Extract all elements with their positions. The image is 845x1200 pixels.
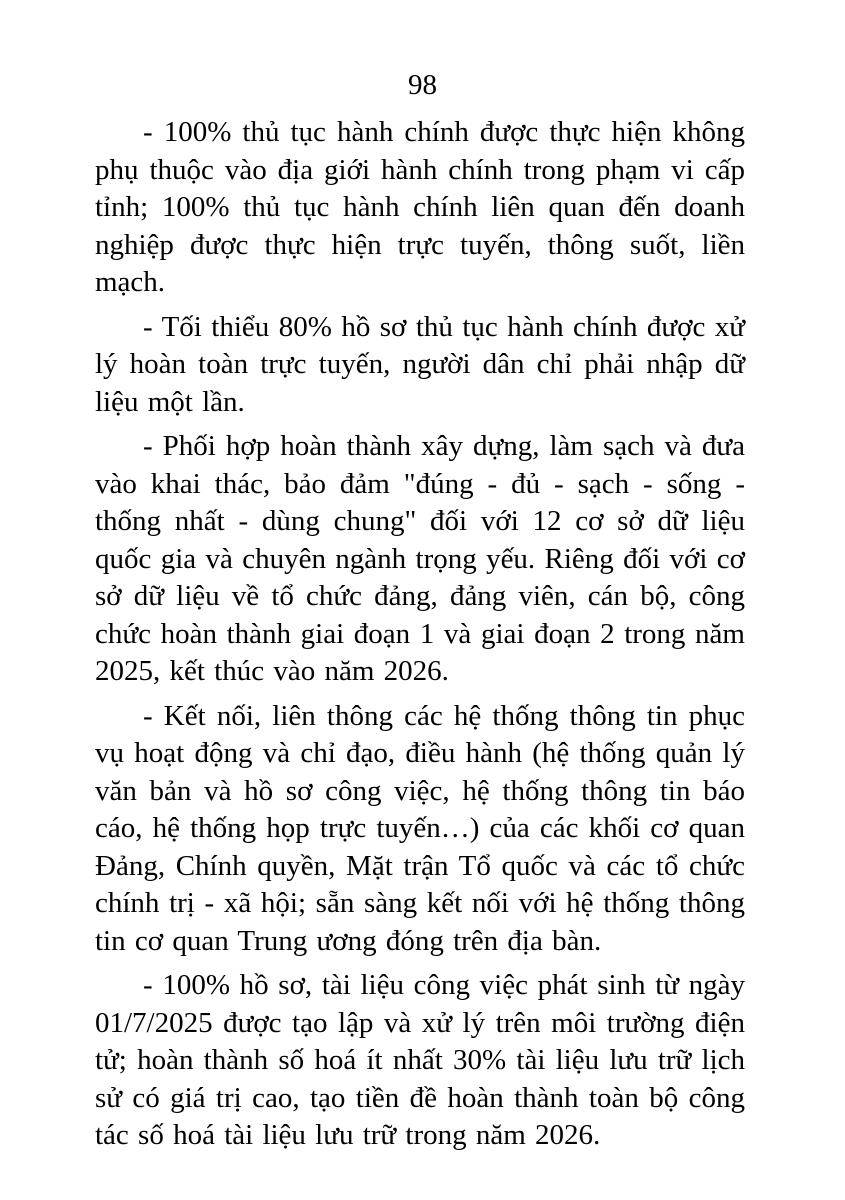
paragraph: - 100% thủ tục hành chính được thực hiện không phụ thuộc vào địa giới hành chính trong phạm vi cấp tỉnh; 100% thủ tục hành chính liên quan đến doanh nghiệp được thực hiện trực tuyến, thông suốt, liền mạch. [95, 116, 745, 298]
paragraph: - Kết nối, liên thông các hệ thống thông tin phục vụ hoạt động và chỉ đạo, điều hành (hệ thống quản lý văn bản và hồ sơ công việc, hệ thống thông tin báo cáo, hệ thống họp trực tuyến…) của các khối cơ quan Đảng, Chính quyền, Mặt trận Tổ quốc và các tổ chức chính trị - xã hội; sẵn sàng kết nối với hệ thống thông tin cơ quan Trung ương đóng trên địa bàn. [95, 699, 745, 957]
paragraph: - 100% hồ sơ, tài liệu công việc phát sinh từ ngày 01/7/2025 được tạo lập và xử lý trên môi trường điện tử; hoàn thành số hoá ít nhất 30% tài liệu lưu trữ lịch sử có giá trị cao, tạo tiền đề hoàn thành toàn bộ công tác số hoá tài liệu lưu trữ trong năm 2026. [95, 969, 745, 1151]
paragraph: - Tối thiểu 80% hồ sơ thủ tục hành chính được xử lý hoàn toàn trực tuyến, người dân chỉ phải nhập dữ liệu một lần. [95, 310, 745, 418]
paragraph: - Phối hợp hoàn thành xây dựng, làm sạch và đưa vào khai thác, bảo đảm "đúng - đủ - sạch - sống - thống nhất - dùng chung" đối với 12 cơ sở dữ liệu quốc gia và chuyên ngành trọng yếu. Riêng đối với cơ sở dữ liệu về tổ chức đảng, đảng viên, cán bộ, công chức hoàn thành giai đoạn 1 và giai đoạn 2 trong năm 2025, kết thúc vào năm 2026. [95, 430, 745, 687]
page-number: 98 [408, 69, 437, 101]
page-body [0, 100, 845, 1155]
